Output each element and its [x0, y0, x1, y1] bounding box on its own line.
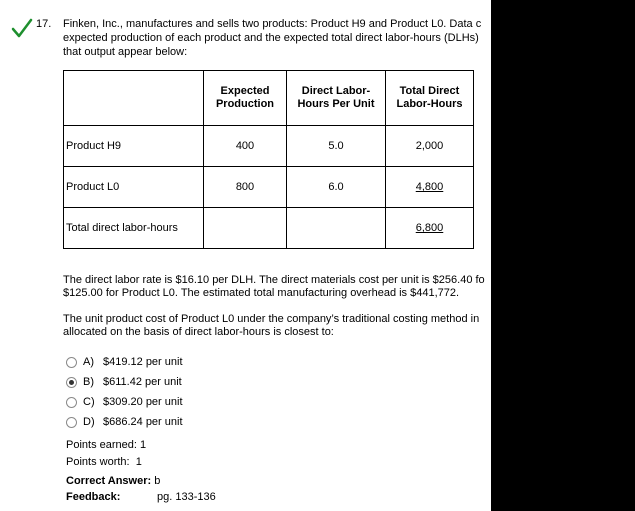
correct-answer — [66, 475, 160, 488]
cost-paragraph — [63, 274, 491, 300]
points-earned-value: 1 — [140, 439, 147, 451]
feedback-label: Feedback: — [66, 491, 121, 503]
radio-icon-selected[interactable] — [66, 377, 77, 388]
answer-option-b[interactable] — [66, 372, 183, 392]
radio-icon[interactable] — [66, 417, 77, 428]
cell-production: 800 — [204, 167, 287, 208]
radio-icon[interactable] — [66, 397, 77, 408]
option-letter: C) — [83, 396, 95, 408]
header-text: Production — [215, 98, 275, 110]
radio-icon[interactable] — [66, 357, 77, 368]
cell-value: 4,800 — [415, 181, 444, 193]
question-number: 17. — [36, 18, 52, 30]
option-text: $611.42 per unit — [103, 376, 182, 388]
labor-hours-table — [63, 70, 474, 249]
cell-production — [204, 208, 287, 249]
points-worth — [66, 456, 142, 469]
row-label: Total direct labor-hours — [64, 208, 204, 249]
question-text-line: expected production of each product and the expected total direct labor-hours (DLHs) — [63, 32, 479, 44]
row-label: Product H9 — [64, 126, 204, 167]
feedback-value: pg. 133-136 — [157, 491, 216, 503]
header-label — [64, 71, 204, 126]
cell-dlh-per-unit: 5.0 — [287, 126, 386, 167]
correct-answer-value: b — [154, 475, 161, 487]
header-text: Labor-Hours — [396, 98, 463, 110]
option-letter: B) — [83, 376, 94, 388]
table-header-row — [64, 71, 474, 126]
header-expected-production — [204, 71, 287, 126]
paragraph-line: $125.00 for Product L0. The estimated total manufacturing overhead is $441,772. — [63, 287, 460, 299]
cell-total-dlh — [386, 208, 474, 249]
header-total-dlh — [386, 71, 474, 126]
cell-total-dlh — [386, 167, 474, 208]
cell-dlh-per-unit — [287, 208, 386, 249]
cell-dlh-per-unit: 6.0 — [287, 167, 386, 208]
option-text: $419.12 per unit — [103, 356, 183, 368]
answer-option-a[interactable] — [66, 352, 183, 372]
question-text-line: that output appear below: — [63, 46, 188, 58]
table-row — [64, 208, 474, 249]
blacked-out-region — [491, 0, 635, 511]
cell-value: 6,800 — [415, 222, 444, 234]
cell-total-dlh: 2,000 — [386, 126, 474, 167]
cell-production: 400 — [204, 126, 287, 167]
points-worth-value: 1 — [135, 456, 142, 468]
header-text: Total Direct — [399, 85, 460, 97]
correct-answer-label: Correct Answer: — [66, 475, 152, 487]
prompt-paragraph — [63, 313, 491, 339]
table-row — [64, 167, 474, 208]
question-text-line: Finken, Inc., manufactures and sells two products: Product H9 and Product L0. Data c — [63, 18, 482, 30]
answer-option-c[interactable] — [66, 392, 183, 412]
points-worth-label: Points worth: — [66, 456, 130, 468]
header-text: Hours Per Unit — [297, 98, 375, 110]
points-earned — [66, 439, 146, 452]
question-text — [63, 17, 491, 59]
row-label: Product L0 — [64, 167, 204, 208]
option-letter: D) — [83, 416, 95, 428]
option-text: $309.20 per unit — [103, 396, 183, 408]
checkmark-icon — [11, 17, 33, 39]
option-text: $686.24 per unit — [103, 416, 183, 428]
paragraph-line: allocated on the basis of direct labor-hours is closest to: — [63, 326, 334, 338]
paragraph-line: The unit product cost of Product L0 under the company’s traditional costing method in — [63, 313, 480, 325]
header-dlh-per-unit — [287, 71, 386, 126]
answer-options — [66, 352, 183, 432]
table-row — [64, 126, 474, 167]
header-text: Direct Labor- — [301, 85, 371, 97]
header-text: Expected — [220, 85, 270, 97]
answer-option-d[interactable] — [66, 412, 183, 432]
option-letter: A) — [83, 356, 94, 368]
feedback — [66, 491, 216, 504]
points-earned-label: Points earned: — [66, 439, 137, 451]
paragraph-line: The direct labor rate is $16.10 per DLH. The direct materials cost per unit is $256.40 fo — [63, 274, 485, 286]
